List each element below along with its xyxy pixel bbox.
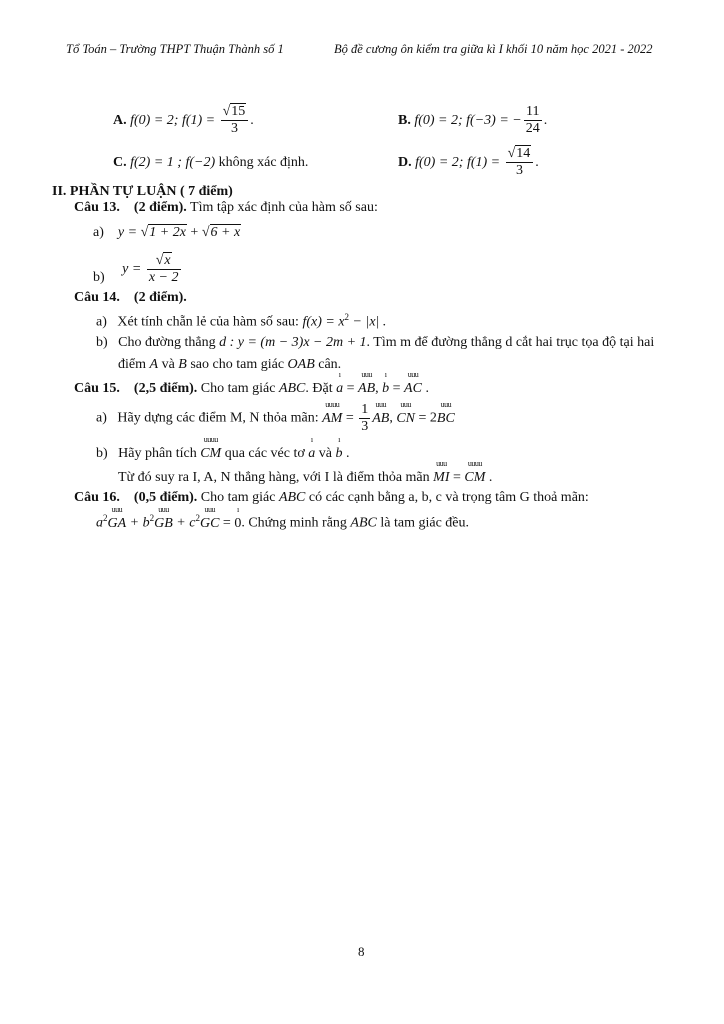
q15-cm: CM <box>200 446 222 461</box>
q14-b-label: b) <box>96 335 108 350</box>
choice-a-den: 3 <box>230 121 238 137</box>
q14-a-text: Xét tính chẵn lẻ của hàm số sau: <box>117 314 303 330</box>
choice-a-fraction: $\frac{√15}{3}$ <box>221 104 249 137</box>
q15-label: Câu 15. <box>74 381 120 396</box>
choice-c-expr: f(2) = 1 ; f(−2) <box>130 155 216 170</box>
q14-b-point-b: B <box>178 357 187 372</box>
vector-mi: uuu MI <box>433 459 450 485</box>
q14-b-expr: d : y = (m − 3)x − 2m + 1 <box>219 335 367 350</box>
q16-text3: . Chứng minh rằng <box>241 515 351 531</box>
q14-line <box>74 290 187 306</box>
q16-eq: = <box>219 515 235 531</box>
vector-ga: uuu GA <box>107 504 127 531</box>
choice-d-label: D. <box>398 154 412 170</box>
q14-b-point-a: A <box>149 357 159 372</box>
q14-b-text1: Cho đường thẳng <box>118 335 220 350</box>
q16-gb: GB <box>154 515 173 531</box>
choice-d-expr: f(0) = 2; f(1) = <box>415 154 504 170</box>
choice-a-expr: f(0) = 2; f(1) = <box>130 112 219 128</box>
q14-a-sup: 2 <box>344 312 350 322</box>
vector-bc: uuu BC <box>436 399 455 426</box>
vector-zero: ı 0 <box>234 504 242 531</box>
q14-b-line2 <box>118 357 341 373</box>
choice-a-label: A. <box>113 112 127 128</box>
q15-a-fraction <box>359 402 370 435</box>
q13-a-label: a) <box>93 225 104 240</box>
q15-mi: MI <box>433 470 450 485</box>
q15-points: (2,5 điểm). <box>133 381 198 396</box>
q15-eq3: = <box>342 410 358 426</box>
q16-plus1: + b <box>126 515 150 531</box>
vector-cn: uuu CN <box>396 399 416 426</box>
vector-b: ı b <box>382 370 390 396</box>
q16-points: (0,5 điểm). <box>133 490 198 505</box>
choice-b-fraction <box>524 104 542 137</box>
choice-b-expr: f(0) = 2; f(−3) = − <box>414 112 522 128</box>
q14-a <box>96 312 386 331</box>
choice-c-text: không xác định. <box>215 155 309 170</box>
q14-b-oab: OAB <box>287 357 315 372</box>
q13-a-root1: 1 + 2x <box>149 225 186 240</box>
q15-b-and: và <box>315 446 336 461</box>
choice-a <box>113 104 254 137</box>
q14-a-expr2: − |x| . <box>349 314 387 330</box>
q16-plus2: + c <box>172 515 196 531</box>
vector-b-2: ı b <box>335 435 343 461</box>
q14-b-and: và <box>158 357 179 372</box>
q15-am: AM <box>322 410 343 426</box>
choice-b-num: 11 <box>524 104 542 121</box>
choice-d-fraction: $\frac{√14}{3}$ <box>506 146 534 179</box>
header-right: Bộ đề cương ôn kiểm tra giữa kì I khối 10 năm học 2021 - 2022 <box>334 42 653 56</box>
choice-b-den: 24 <box>525 121 540 137</box>
q13-label: Câu 13. <box>74 200 120 215</box>
q15-b-text2: qua các véc tơ <box>221 446 309 461</box>
choice-b-tail: . <box>543 112 548 128</box>
q14-label: Câu 14. <box>74 290 120 305</box>
q15-b-label: b) <box>96 446 108 461</box>
q15-dot3: . <box>485 470 493 485</box>
q14-b-line2-3: cân. <box>314 357 342 372</box>
choice-a-tail: . <box>250 112 254 128</box>
q16-ga: GA <box>107 515 127 531</box>
q15-bc: BC <box>436 410 455 426</box>
section-title: II. PHẦN TỰ LUẬN ( 7 điểm) <box>52 184 233 199</box>
q14-b <box>96 335 654 351</box>
q14-b-text2: . Tìm m để đường thẳng d cắt hai trục tọa độ tại hai <box>366 335 655 350</box>
q15-b2: b <box>335 446 343 461</box>
q13-a-expr: y = <box>117 225 141 240</box>
q16-line <box>74 490 589 506</box>
q13-b-den: x − 2 <box>148 269 179 285</box>
q15-ab2: AB <box>372 410 390 426</box>
choice-a-num: 15 <box>231 104 246 119</box>
q15-cm2: CM <box>464 470 486 485</box>
q14-points: (2 điểm). <box>133 290 187 305</box>
q16-text2: có các cạnh bằng a, b, c và trọng tâm G thoả mãn: <box>305 490 589 505</box>
q13-a-root2: 6 + x <box>210 225 241 240</box>
q16-label: Câu 16. <box>74 490 120 505</box>
q15-eq2: = <box>389 381 405 396</box>
vector-ab: uuu AB <box>358 370 376 396</box>
q16-abc2: ABC <box>350 515 377 531</box>
q15-comma2: , <box>389 410 397 426</box>
q13-b <box>93 248 183 286</box>
q15-a <box>96 399 455 435</box>
q16-abc: ABC <box>278 490 306 505</box>
q16-text1: Cho tam giác <box>197 490 279 505</box>
q15-eq1: = <box>343 381 359 396</box>
vector-a-2: ı a <box>308 435 316 461</box>
q15-comma: , <box>375 381 383 396</box>
vector-gb: uuu GB <box>154 504 173 531</box>
q14-a-label: a) <box>96 314 107 330</box>
choice-b <box>398 104 547 137</box>
page-number: 8 <box>358 944 365 959</box>
q15-a: a <box>336 381 344 396</box>
q15-b-line2 <box>118 459 493 486</box>
q15-f-den: 3 <box>361 419 369 435</box>
q16-zero: 0 <box>234 515 242 531</box>
vector-a: ı a <box>336 370 344 396</box>
choice-d-num: 14 <box>516 146 531 161</box>
q15-b <box>96 435 350 462</box>
q13-b-label: b) <box>93 270 105 285</box>
q15-a2: a <box>308 446 316 461</box>
vector-ab-2: uuu AB <box>372 399 390 426</box>
q13-a-plus: + <box>186 225 202 240</box>
q16-line2: $a^2$ uuu GA + $b^2$ uuu GB + $c^2$ uuu GC = ı 0. Chứng minh rằng ABC là tam giác đều. <box>96 504 470 531</box>
choice-c-label: C. <box>113 155 127 170</box>
q13-text: Tìm tập xác định của hàm số sau: <box>186 200 378 215</box>
q15-a-text: Hãy dựng các điểm M, N thỏa mãn: <box>117 410 323 426</box>
q13-b-fraction: $\frac{√x}{x - 2}$ <box>148 252 179 285</box>
q14-a-expr1: f(x) = x <box>302 314 345 330</box>
q16-gc: GC <box>199 515 220 531</box>
q15-b-dot: . <box>342 446 350 461</box>
choice-d <box>398 146 539 179</box>
q15-ac: AC <box>404 381 422 396</box>
choice-b-label: B. <box>398 112 411 128</box>
q15-line <box>74 370 429 397</box>
vector-cm-2: uuuu CM <box>464 459 486 485</box>
q13-line <box>74 200 378 216</box>
q14-b-line2-2: sao cho tam giác <box>186 357 288 372</box>
q15-text1: Cho tam giác <box>197 381 279 396</box>
q15-b: b <box>382 381 390 396</box>
q15-text2: . Đặt <box>305 381 337 396</box>
q15-b-text: Hãy phân tích <box>118 446 201 461</box>
q14-b-line2-1: điểm <box>118 357 150 372</box>
q15-a-label: a) <box>96 410 107 426</box>
q13-b-expr: y = <box>122 261 145 277</box>
q15-eq4: = 2 <box>415 410 437 426</box>
choice-c <box>113 155 308 171</box>
choice-d-den: 3 <box>515 163 523 179</box>
q15-eq5: = <box>449 470 465 485</box>
q15-f-num: 1 <box>359 402 370 419</box>
choice-d-tail: . <box>535 154 539 170</box>
vector-am: uuuu AM <box>322 399 343 426</box>
q13-a: a) y = √1 + 2x + √6 + x <box>93 225 241 240</box>
vector-ac: uuu AC <box>404 370 422 396</box>
header-left: Tổ Toán – Trường THPT Thuận Thành số 1 <box>66 42 284 56</box>
q15-dot: . <box>421 381 429 396</box>
vector-cm: uuuu CM <box>200 435 222 461</box>
q16-a: a <box>96 515 103 531</box>
q13-points: (2 điểm). <box>133 200 187 215</box>
q15-ab: AB <box>358 381 376 396</box>
q13-b-num: x <box>164 252 171 268</box>
q15-abc: ABC <box>278 381 306 396</box>
vector-gc: uuu GC <box>199 504 220 531</box>
q16-text4: là tam giác đều. <box>376 515 470 531</box>
q15-line3: Từ đó suy ra I, A, N thẳng hàng, với I là điểm thỏa mãn <box>118 470 434 485</box>
q15-cn: CN <box>396 410 416 426</box>
